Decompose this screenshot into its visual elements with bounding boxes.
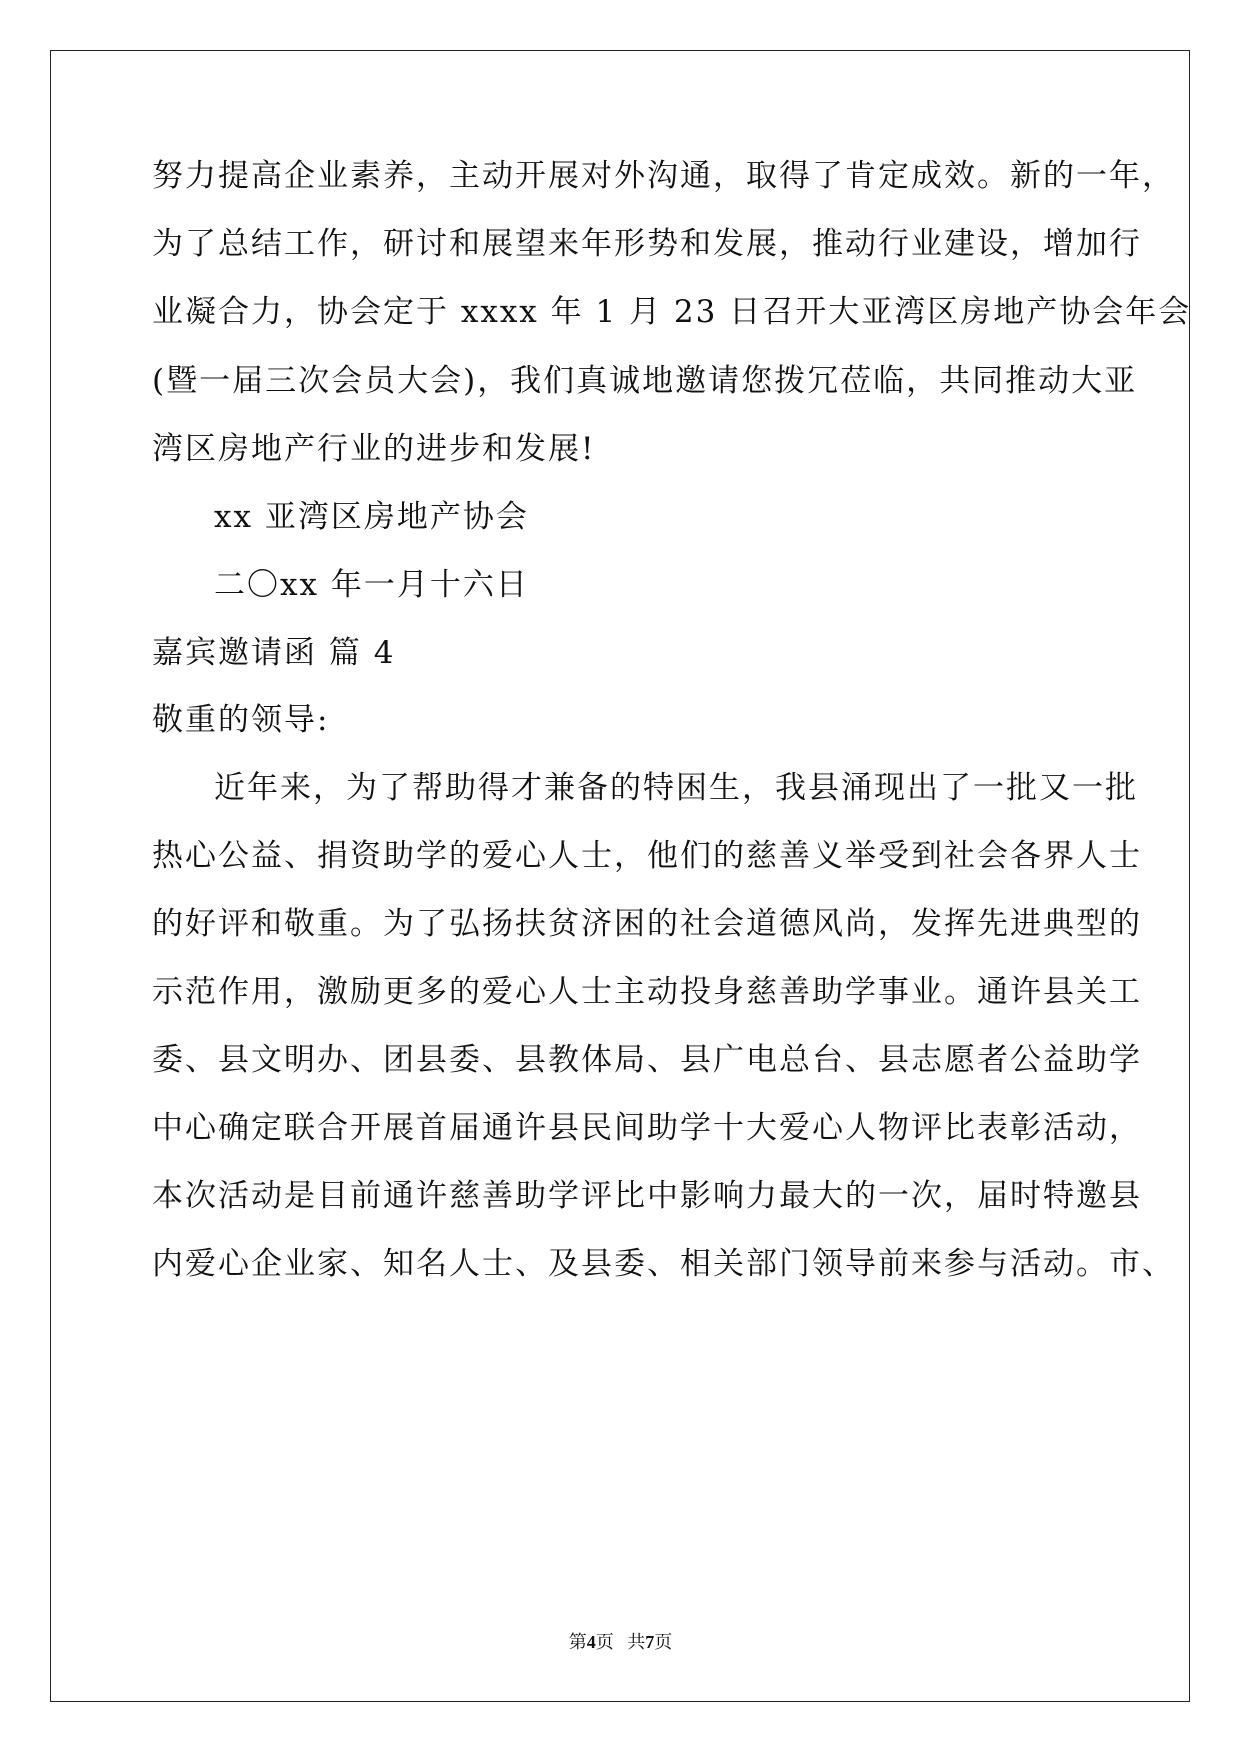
current-page-number: 4 [586, 1632, 596, 1652]
page-footer [0, 1628, 1241, 1654]
body-line: 热心公益、捐资助学的爱心人士，他们的慈善义举受到社会各界人士 [152, 838, 1142, 874]
signature-date: 二〇xx 年一月十六日 [214, 567, 529, 603]
body-line: 中心确定联合开展首届通许县民间助学十大爱心人物评比表彰活动， [152, 1110, 1142, 1146]
signature-organization: xx 亚湾区房地产协会 [214, 499, 529, 535]
footer-page-prefix: 第 [568, 1632, 587, 1652]
body-line: 内爱心企业家、知名人士、及县委、相关部门领导前来参与活动。市、 [152, 1246, 1175, 1282]
paragraph-line: 为了总结工作，研讨和展望来年形势和发展，推动行业建设，增加行 [152, 226, 1142, 262]
paragraph-line: 努力提高企业素养，主动开展对外沟通，取得了肯定成效。新的一年， [152, 158, 1175, 194]
paragraph-line: 湾区房地产行业的进步和发展! [152, 431, 596, 467]
paragraph-line: 业凝合力，协会定于 xxxx 年 1 月 23 日召开大亚湾区房地产协会年会 [152, 294, 1192, 330]
paragraph-line: (暨一届三次会员大会)，我们真诚地邀请您拨冗莅临，共同推动大亚 [152, 363, 1138, 399]
footer-page-suffix: 页 [595, 1632, 614, 1652]
footer-total-prefix: 共 [627, 1632, 646, 1652]
footer-total-suffix: 页 [654, 1632, 673, 1652]
section-title: 嘉宾邀请函 篇 4 [152, 635, 396, 671]
total-page-count: 7 [645, 1632, 655, 1652]
body-line: 委、县文明办、团县委、县教体局、县广电总台、县志愿者公益助学 [152, 1042, 1142, 1078]
body-line: 近年来，为了帮助得才兼备的特困生，我县涌现出了一批又一批 [214, 770, 1138, 806]
body-line: 本次活动是目前通许慈善助学评比中影响力最大的一次，届时特邀县 [152, 1178, 1142, 1214]
body-line: 示范作用，激励更多的爱心人士主动投身慈善助学事业。通许县关工 [152, 974, 1142, 1010]
body-line: 的好评和敬重。为了弘扬扶贫济困的社会道德风尚，发挥先进典型的 [152, 906, 1142, 942]
salutation: 敬重的领导: [152, 702, 330, 738]
